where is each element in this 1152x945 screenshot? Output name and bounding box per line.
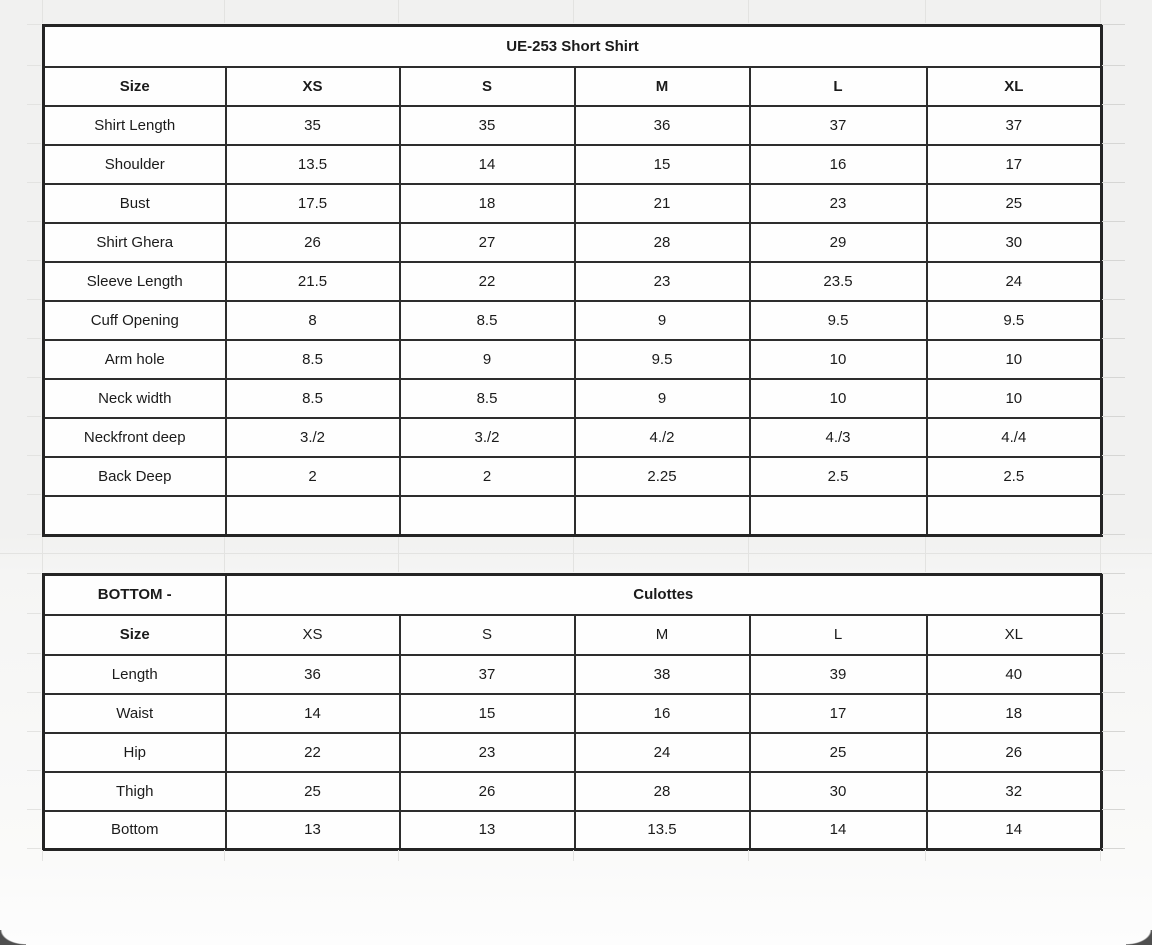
- gridline: [1100, 850, 1101, 861]
- row-label: Bottom: [44, 811, 226, 850]
- gridline: [27, 848, 41, 849]
- table-row: [44, 655, 1102, 694]
- table-row: [44, 694, 1102, 733]
- value-cell: 13: [226, 811, 400, 850]
- gridline: [27, 770, 41, 771]
- gridline: [27, 692, 41, 693]
- gridline: [224, 0, 225, 23]
- gridline: [1102, 848, 1125, 849]
- value-cell: 14: [400, 145, 575, 184]
- value-cell: 4./4: [927, 418, 1102, 457]
- empty-table-row: [44, 496, 1102, 536]
- value-cell: 22: [226, 733, 400, 772]
- column-header-m: M: [575, 615, 750, 655]
- gridline: [573, 0, 574, 23]
- gridline: [27, 809, 41, 810]
- table-row: [44, 223, 1102, 262]
- value-cell: 14: [927, 811, 1102, 850]
- gridline: [27, 338, 41, 339]
- empty-cell: [927, 496, 1102, 536]
- value-cell: 26: [927, 733, 1102, 772]
- column-header-xl: XL: [927, 615, 1102, 655]
- column-header-m: M: [575, 67, 750, 106]
- value-cell: 28: [575, 223, 750, 262]
- gridline: [0, 553, 1152, 554]
- value-cell: 2.25: [575, 457, 750, 496]
- value-cell: 26: [226, 223, 400, 262]
- gridline: [925, 537, 926, 572]
- shirt-size-table: [42, 24, 1103, 537]
- value-cell: 23: [400, 733, 575, 772]
- value-cell: 27: [400, 223, 575, 262]
- gridline: [1102, 104, 1125, 105]
- gridline: [1102, 494, 1125, 495]
- value-cell: 3./2: [400, 418, 575, 457]
- culottes-size-table: [42, 573, 1103, 851]
- rounded-corner-bottom-left: [0, 930, 26, 945]
- gridline: [398, 0, 399, 23]
- row-label: Bust: [44, 184, 226, 223]
- gridline: [27, 260, 41, 261]
- gridline: [27, 653, 41, 654]
- gridline: [27, 494, 41, 495]
- row-label: Shirt Ghera: [44, 223, 226, 262]
- gridline: [27, 377, 41, 378]
- row-label: Hip: [44, 733, 226, 772]
- value-cell: 24: [927, 262, 1102, 301]
- gridline: [398, 537, 399, 572]
- value-cell: 8.5: [400, 379, 575, 418]
- value-cell: 30: [927, 223, 1102, 262]
- value-cell: 2.5: [927, 457, 1102, 496]
- gridline: [1102, 24, 1125, 25]
- value-cell: 17: [750, 694, 927, 733]
- value-cell: 37: [750, 106, 927, 145]
- value-cell: 15: [575, 145, 750, 184]
- gridline: [748, 537, 749, 572]
- table-row: [44, 418, 1102, 457]
- value-cell: 21.5: [226, 262, 400, 301]
- column-header-s: S: [400, 615, 575, 655]
- value-cell: 23.5: [750, 262, 927, 301]
- gridline: [1100, 0, 1101, 23]
- value-cell: 13: [400, 811, 575, 850]
- gridline: [1102, 260, 1125, 261]
- gridline: [27, 534, 41, 535]
- empty-cell: [575, 496, 750, 536]
- gridline: [1102, 182, 1125, 183]
- bottom-band-label: BOTTOM -: [44, 575, 226, 615]
- value-cell: 16: [575, 694, 750, 733]
- gridline: [1102, 455, 1125, 456]
- value-cell: 22: [400, 262, 575, 301]
- table-row: [44, 772, 1102, 811]
- gridline: [42, 850, 43, 861]
- gridline: [27, 24, 41, 25]
- value-cell: 35: [226, 106, 400, 145]
- gridline: [42, 0, 43, 23]
- column-header-size: Size: [44, 67, 226, 106]
- value-cell: 38: [575, 655, 750, 694]
- value-cell: 28: [575, 772, 750, 811]
- value-cell: 35: [400, 106, 575, 145]
- empty-cell: [750, 496, 927, 536]
- gridline: [27, 416, 41, 417]
- gridline: [1102, 65, 1125, 66]
- value-cell: 29: [750, 223, 927, 262]
- value-cell: 13.5: [575, 811, 750, 850]
- value-cell: 8.5: [226, 379, 400, 418]
- value-cell: 21: [575, 184, 750, 223]
- row-label: Shoulder: [44, 145, 226, 184]
- gridline: [1102, 809, 1125, 810]
- gridline: [573, 850, 574, 861]
- culottes-table-title: Culottes: [226, 575, 1102, 615]
- gridline: [1102, 143, 1125, 144]
- value-cell: 8.5: [226, 340, 400, 379]
- column-header-size: Size: [44, 615, 226, 655]
- gridline: [224, 850, 225, 861]
- value-cell: 2: [400, 457, 575, 496]
- gridline: [1102, 534, 1125, 535]
- value-cell: 23: [575, 262, 750, 301]
- value-cell: 9.5: [575, 340, 750, 379]
- row-label: Shirt Length: [44, 106, 226, 145]
- value-cell: 23: [750, 184, 927, 223]
- value-cell: 14: [750, 811, 927, 850]
- value-cell: 18: [927, 694, 1102, 733]
- column-header-xs: XS: [226, 615, 400, 655]
- value-cell: 37: [927, 106, 1102, 145]
- row-label: Thigh: [44, 772, 226, 811]
- gridline: [27, 299, 41, 300]
- table-row: [44, 262, 1102, 301]
- value-cell: 39: [750, 655, 927, 694]
- gridline: [1102, 770, 1125, 771]
- value-cell: 24: [575, 733, 750, 772]
- row-label: Waist: [44, 694, 226, 733]
- value-cell: 10: [750, 340, 927, 379]
- table-row: [44, 457, 1102, 496]
- value-cell: 36: [226, 655, 400, 694]
- gridline: [27, 731, 41, 732]
- table-row: [44, 615, 1102, 655]
- value-cell: 2.5: [750, 457, 927, 496]
- column-header-xs: XS: [226, 67, 400, 106]
- value-cell: 9.5: [927, 301, 1102, 340]
- gridline: [925, 850, 926, 861]
- value-cell: 13.5: [226, 145, 400, 184]
- gridline: [1102, 731, 1125, 732]
- gridline: [27, 65, 41, 66]
- row-label: Length: [44, 655, 226, 694]
- column-header-l: L: [750, 67, 927, 106]
- gridline: [27, 613, 41, 614]
- empty-cell: [226, 496, 400, 536]
- value-cell: 9: [575, 301, 750, 340]
- value-cell: 2: [226, 457, 400, 496]
- gridline: [1102, 653, 1125, 654]
- value-cell: 25: [750, 733, 927, 772]
- table-row: [44, 811, 1102, 850]
- value-cell: 30: [750, 772, 927, 811]
- value-cell: 3./2: [226, 418, 400, 457]
- gridline: [27, 182, 41, 183]
- table-row: [44, 733, 1102, 772]
- gridline: [27, 143, 41, 144]
- value-cell: 36: [575, 106, 750, 145]
- rounded-corner-bottom-right: [1126, 930, 1152, 945]
- gridline: [748, 850, 749, 861]
- value-cell: 9.5: [750, 301, 927, 340]
- value-cell: 10: [927, 340, 1102, 379]
- table-row: [44, 67, 1102, 106]
- value-cell: 15: [400, 694, 575, 733]
- gridline: [27, 573, 41, 574]
- value-cell: 9: [575, 379, 750, 418]
- column-header-xl: XL: [927, 67, 1102, 106]
- gridline: [1100, 537, 1101, 572]
- value-cell: 8.5: [400, 301, 575, 340]
- empty-cell: [400, 496, 575, 536]
- gridline: [1102, 573, 1125, 574]
- gridline: [748, 0, 749, 23]
- table-row: [44, 184, 1102, 223]
- gridline: [1102, 377, 1125, 378]
- table-row: [44, 26, 1102, 67]
- value-cell: 9: [400, 340, 575, 379]
- value-cell: 8: [226, 301, 400, 340]
- gridline: [1102, 221, 1125, 222]
- gridline: [398, 850, 399, 861]
- column-header-s: S: [400, 67, 575, 106]
- row-label: Neckfront deep: [44, 418, 226, 457]
- value-cell: 32: [927, 772, 1102, 811]
- empty-cell: [44, 496, 226, 536]
- value-cell: 25: [927, 184, 1102, 223]
- row-label: Arm hole: [44, 340, 226, 379]
- value-cell: 25: [226, 772, 400, 811]
- table-row: [44, 575, 1102, 615]
- value-cell: 10: [927, 379, 1102, 418]
- gridline: [224, 537, 225, 572]
- gridline: [1102, 692, 1125, 693]
- value-cell: 18: [400, 184, 575, 223]
- gridline: [1102, 416, 1125, 417]
- table-row: [44, 379, 1102, 418]
- gridline: [1102, 338, 1125, 339]
- gridline: [1102, 613, 1125, 614]
- gridline: [27, 221, 41, 222]
- value-cell: 4./3: [750, 418, 927, 457]
- gridline: [42, 537, 43, 572]
- row-label: Sleeve Length: [44, 262, 226, 301]
- value-cell: 37: [400, 655, 575, 694]
- table-row: [44, 145, 1102, 184]
- shirt-table-title: UE-253 Short Shirt: [44, 26, 1102, 67]
- value-cell: 4./2: [575, 418, 750, 457]
- value-cell: 26: [400, 772, 575, 811]
- value-cell: 16: [750, 145, 927, 184]
- value-cell: 40: [927, 655, 1102, 694]
- gridline: [1102, 299, 1125, 300]
- table-row: [44, 340, 1102, 379]
- row-label: Back Deep: [44, 457, 226, 496]
- gridline: [27, 455, 41, 456]
- row-label: Neck width: [44, 379, 226, 418]
- value-cell: 10: [750, 379, 927, 418]
- table-row: [44, 106, 1102, 145]
- value-cell: 17.5: [226, 184, 400, 223]
- gridline: [925, 0, 926, 23]
- gridline: [27, 104, 41, 105]
- table-row: [44, 301, 1102, 340]
- value-cell: 17: [927, 145, 1102, 184]
- value-cell: 14: [226, 694, 400, 733]
- column-header-l: L: [750, 615, 927, 655]
- gridline: [573, 537, 574, 572]
- row-label: Cuff Opening: [44, 301, 226, 340]
